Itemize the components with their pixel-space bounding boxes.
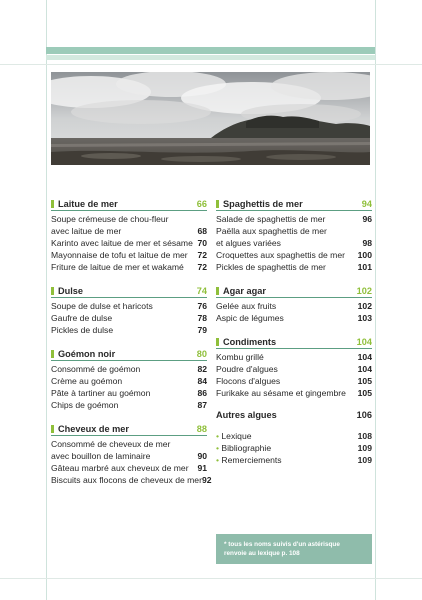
toc-entry	[216, 261, 372, 273]
section-marker	[51, 200, 54, 208]
toc-entry-page: 72	[197, 262, 207, 272]
toc-entry-text: Consommé de cheveux de mer	[51, 439, 171, 449]
toc-entry-text: Salade de spaghettis de mer	[216, 214, 326, 224]
annex-entry-text: • Remerciements	[216, 454, 282, 466]
toc-entry	[51, 213, 207, 225]
toc-entry-text: Furikake au sésame et gingembre	[216, 388, 346, 398]
autres-algues-page: 106	[356, 410, 372, 420]
toc-entry-text: Pickles de dulse	[51, 325, 114, 335]
toc-entry-text: Mayonnaise de tofu et laitue de mer	[51, 250, 188, 260]
section-title	[216, 337, 276, 347]
section-heading	[216, 335, 372, 349]
annex-entry-text: • Bibliographie	[216, 442, 271, 454]
toc-entry	[51, 237, 207, 249]
autres-algues-title: Autres algues	[216, 410, 277, 420]
toc-section	[216, 284, 372, 324]
section-title	[216, 286, 266, 296]
toc-entry	[216, 363, 372, 375]
toc-entry	[216, 213, 372, 225]
autres-algues-heading	[216, 410, 372, 424]
section-title	[51, 199, 118, 209]
lexicon-note-text: * tous les noms suivis d'un astérisque renvoie au lexique p. 108	[224, 541, 340, 557]
toc-entry-text: Chips de goémon	[51, 400, 119, 410]
section-title	[216, 199, 303, 209]
toc-section	[51, 347, 207, 411]
toc-entry	[51, 249, 207, 261]
toc-left-column	[51, 197, 212, 497]
toc-entry-text: Consommé de goémon	[51, 364, 141, 374]
toc-entry	[216, 351, 372, 363]
section-title-text: Goémon noir	[58, 348, 116, 359]
annex-entry-text: • Lexique	[216, 430, 252, 442]
section-title-text: Spaghettis de mer	[223, 198, 303, 209]
section-page: 66	[196, 198, 207, 209]
toc-entry	[51, 324, 207, 336]
toc-entry-text: Friture de laitue de mer et wakamé	[51, 262, 184, 272]
toc-entry-text: Soupe de dulse et haricots	[51, 301, 153, 311]
toc-entry	[51, 312, 207, 324]
section-marker	[51, 287, 54, 295]
toc-entry-page: 92	[201, 475, 212, 485]
toc-entry	[51, 399, 207, 411]
toc-entry	[51, 225, 207, 237]
toc-entry-text: Karinto avec laitue de mer et sésame	[51, 238, 193, 248]
toc-entry-page: 79	[197, 325, 207, 335]
toc-entry-text: Aspic de légumes	[216, 313, 284, 323]
toc-entry-page: 105	[357, 376, 372, 386]
toc-entry-text: Crème au goémon	[51, 376, 123, 386]
header-band-dark	[46, 47, 375, 54]
toc-entry-page: 90	[197, 451, 207, 461]
toc-entry	[51, 375, 207, 387]
toc-entry-page: 104	[357, 352, 372, 362]
header-band-light	[46, 55, 375, 60]
toc-entry-text: Gâteau marbré aux cheveux de mer	[51, 463, 189, 473]
toc-entry-page: 82	[197, 364, 207, 374]
toc-entry-text: Paëlla aux spaghettis de mer	[216, 226, 327, 236]
toc-entry-page: 104	[357, 364, 372, 374]
toc-entry-text: avec laitue de mer	[51, 226, 122, 236]
toc-entry-page: 87	[197, 400, 207, 410]
toc-entry-page: 68	[197, 226, 207, 236]
annex-entry-page: 108	[357, 431, 372, 441]
toc-entry-text: Soupe crémeuse de chou-fleur	[51, 214, 169, 224]
section-marker	[51, 350, 54, 358]
section-marker	[216, 287, 219, 295]
toc-entry-page: 105	[357, 388, 372, 398]
section-heading	[216, 284, 372, 298]
toc-entry-text: Poudre d'algues	[216, 364, 278, 374]
toc-entry-page: 78	[197, 313, 207, 323]
section-page: 74	[196, 285, 207, 296]
section-heading	[51, 197, 207, 211]
toc-entry	[216, 300, 372, 312]
toc-entry-text: Gelée aux fruits	[216, 301, 277, 311]
section-title-text: Condiments	[223, 336, 277, 347]
toc-section	[216, 197, 372, 273]
section-page: 104	[356, 336, 372, 347]
left-margin-guide	[46, 0, 47, 600]
top-guide	[0, 64, 422, 65]
toc-section	[51, 197, 207, 273]
toc-entry-page: 96	[362, 214, 372, 224]
toc-entry	[216, 375, 372, 387]
section-heading	[51, 284, 207, 298]
toc-entry	[51, 450, 207, 462]
toc-entry-page: 91	[197, 463, 207, 473]
coastal-photo	[51, 72, 370, 165]
annex-entry	[216, 454, 372, 466]
toc-entry-page: 102	[357, 301, 372, 311]
toc-entry	[51, 261, 207, 273]
toc-section	[51, 284, 207, 336]
section-page: 80	[196, 348, 207, 359]
toc-entry	[51, 363, 207, 375]
section-title	[51, 286, 83, 296]
toc-entry-text: Biscuits aux flocons de cheveux de mer	[51, 475, 202, 485]
toc-entry	[51, 387, 207, 399]
section-heading	[51, 347, 207, 361]
toc-section	[216, 335, 372, 399]
annex-entry-page: 109	[357, 443, 372, 453]
section-page: 102	[356, 285, 372, 296]
toc-section	[51, 422, 212, 486]
toc-right-column	[216, 197, 372, 466]
toc-entry-page: 101	[357, 262, 372, 272]
toc-entry	[51, 462, 207, 474]
section-page: 88	[196, 423, 207, 434]
toc-entry	[216, 387, 372, 399]
section-marker	[51, 425, 54, 433]
toc-entry-page: 84	[197, 376, 207, 386]
toc-entry	[216, 249, 372, 261]
toc-entry-page: 76	[197, 301, 207, 311]
toc-entry-text: Croquettes aux spaghettis de mer	[216, 250, 345, 260]
toc-entry	[51, 474, 212, 486]
toc-entry	[216, 312, 372, 324]
toc-entry-text: avec bouillon de laminaire	[51, 451, 151, 461]
section-title-text: Dulse	[58, 285, 84, 296]
toc-entry-page: 103	[357, 313, 372, 323]
right-margin-guide	[375, 0, 376, 600]
bottom-guide	[0, 578, 422, 579]
toc-entry	[51, 438, 207, 450]
annex-entry	[216, 442, 372, 454]
section-marker	[216, 200, 219, 208]
section-marker	[216, 338, 219, 346]
section-heading	[216, 197, 372, 211]
toc-entry-page: 86	[197, 388, 207, 398]
annex-entry	[216, 430, 372, 442]
annex-entry-page: 109	[357, 455, 372, 465]
section-title-text: Cheveux de mer	[58, 423, 129, 434]
toc-entry-text: Kombu grillé	[216, 352, 264, 362]
section-title	[51, 424, 129, 434]
toc-entry-page: 98	[362, 238, 372, 248]
section-title-text: Agar agar	[223, 285, 266, 296]
section-title-text: Laitue de mer	[58, 198, 118, 209]
toc-entry-page: 100	[357, 250, 372, 260]
toc-entry-page: 72	[197, 250, 207, 260]
section-heading	[51, 422, 207, 436]
toc-entry-text: Flocons d'algues	[216, 376, 281, 386]
toc-entry	[51, 300, 207, 312]
toc-entry-page: 70	[197, 238, 207, 248]
toc-entry-text: Pickles de spaghettis de mer	[216, 262, 326, 272]
section-title	[51, 349, 115, 359]
toc-entry	[216, 237, 372, 249]
toc-entry-text: Pâte à tartiner au goémon	[51, 388, 151, 398]
toc-entry	[216, 225, 372, 237]
toc-entry-text: Gaufre de dulse	[51, 313, 113, 323]
section-page: 94	[361, 198, 372, 209]
toc-entry-text: et algues variées	[216, 238, 281, 248]
lexicon-note	[216, 534, 372, 564]
